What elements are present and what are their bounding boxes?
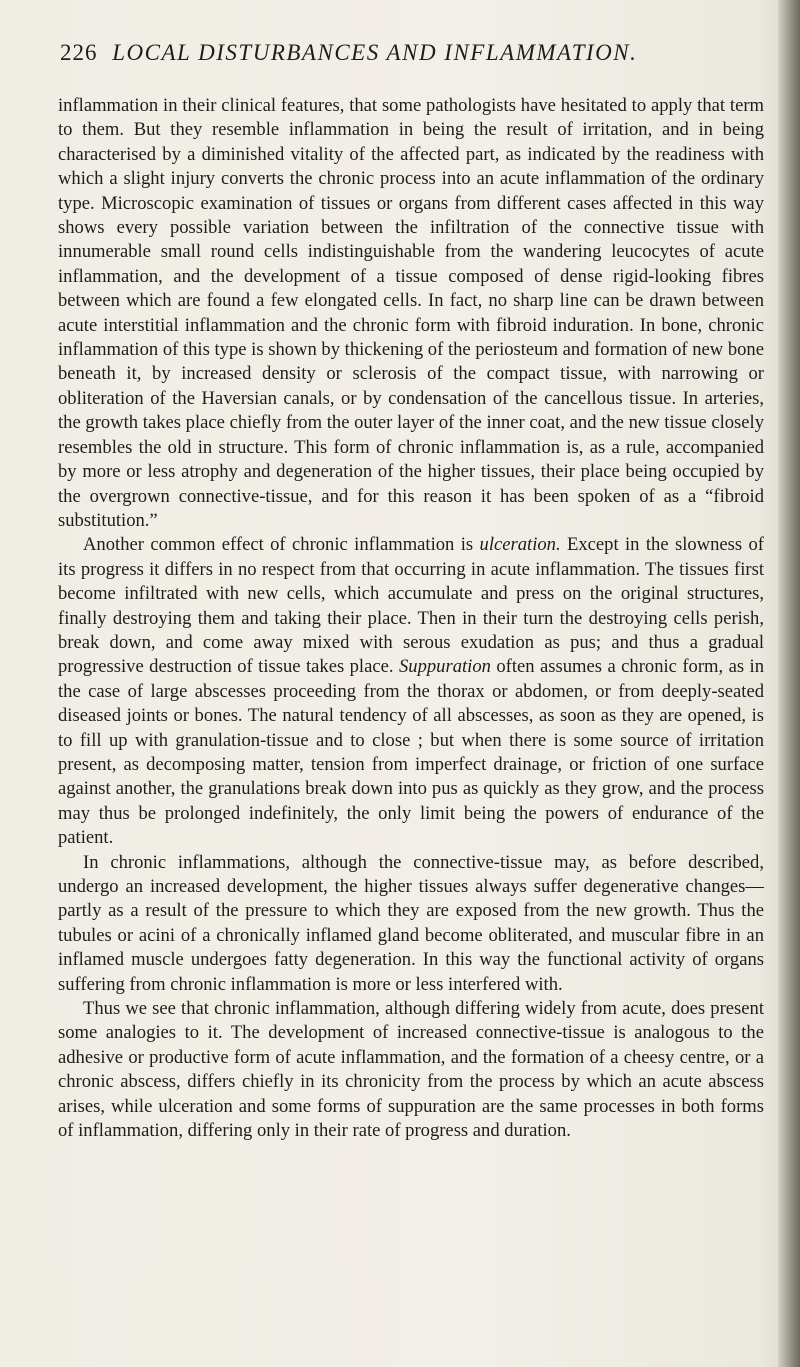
paragraph-2-intro: Another common effect of chronic inflammation is xyxy=(83,534,480,556)
paragraph-4: Thus we see that chronic inflammation, although differing widely from acute, does present some analogies to it. The development of increased connective-tissue is analogous to the adhesive or productive form of acute inflammation, and the formation of a cheesy centre, or a chronic abscess, differs chiefly in its chronicity from the process by which an acute abscess arises, while ulceration and some forms of suppuration are the same processes in both forms of inflammation, differing only in their rate of progress and duration. xyxy=(58,998,764,1142)
page-number: 226 xyxy=(60,40,98,65)
paragraph-1: inflammation in their clinical features, that some pathologists have hesitated to apply that term to them. But they resemble inflammation in being the result of irritation, and in being characterised by a diminished vitality of the affected part, as indicated by the readiness with which a slight injury converts the chronic process into an acute inflammation of the ordinary type. Microscopic examination of tissues or organs from different cases affected in this way shows every possible variation between the infiltration of the connective tissue with innumerable small round cells indistinguishable from the wandering leucocytes of acute inflammation, and the development of a tissue composed of dense rigid-looking fibres between which are found a few elongated cells. In fact, no sharp line can be drawn between acute interstitial inflammation and the chronic form with fibroid induration. In bone, chronic inflammation of this type is shown by thickening of the periosteum and formation of new bone beneath it, by increased density or sclerosis of the compact tissue, with narrowing or obliteration of the Haversian canals, or by condensation of the cancellous tissue. In arteries, the growth takes place chiefly from the outer layer of the inner coat, and the new tissue closely resembles the old in structure. This form of chronic inflammation is, as a rule, accompanied by more or less atrophy and degeneration of the higher tissues, their place being occupied by the overgrown connective-tissue, and for this reason it has been spoken of as a “fibroid substitution.” xyxy=(58,95,764,531)
running-title: LOCAL DISTURBANCES AND INFLAMMATION. xyxy=(112,40,638,65)
paragraph-2-end: often assumes a chronic form, as in the case of large abscesses proceeding from the thorax or abdomen, or from deeply-seated diseased joints or bones. The natural tendency of all abscesses, as soon as they are opened, is to fill up with granulation-tissue and to close ; but when there is some source of irritation present, as decomposing matter, tension from imperfect drainage, or friction of one surface against another, the granulations break down into pus as quickly as they grow, and the process may thus be prolonged indefinitely, the only limit being the powers of endurance of the patient. xyxy=(58,656,765,849)
running-header xyxy=(60,40,760,66)
page-edge-shadow xyxy=(778,0,800,1367)
body-text xyxy=(58,94,764,1143)
term-suppuration: Suppuration xyxy=(398,656,491,678)
paragraph-2-middle: Except in the slowness of its progress it differs in no respect from that occurring in acute inflammation. The tissues first become infiltrated with new cells, which accumulate and press on the original structures, finally destroying them and taking their place. Then in their turn the destroying cells perish, break down, and come away mixed with serous exudation as pus; and thus a gradual progressive destruction of tissue takes place. xyxy=(58,534,764,678)
paragraph-3: In chronic inflammations, although the connective-tissue may, as before described, undergo an increased development, the higher tissues always suffer degenerative changes—partly as a result of the pressure to which they are exposed from the new growth. Thus the tubules or acini of a chronically inflamed gland become obliterated, and muscular fibre in an inflamed muscle undergoes fatty degeneration. In this way the functional activity of organs suffering from chronic inflammation is more or less interfered with. xyxy=(58,851,764,995)
term-ulceration: ulceration. xyxy=(479,534,561,556)
paragraph-2 xyxy=(58,533,764,850)
